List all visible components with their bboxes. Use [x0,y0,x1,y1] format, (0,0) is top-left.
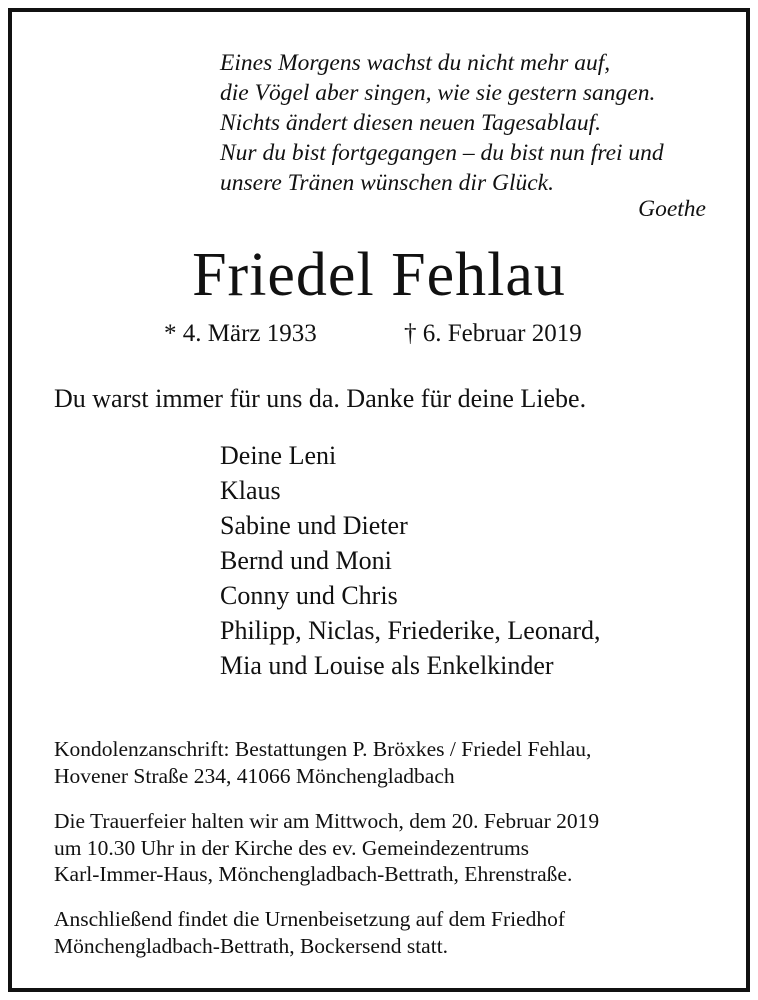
poem-line: die Vögel aber singen, wie sie gestern sangen. [220,80,656,106]
family-member: Mia und Louise als Enkelkinder [220,651,554,680]
family-member: Sabine und Dieter [220,511,408,540]
thanks-message: Du warst immer für uns da. Danke für deine Liebe. [54,384,587,413]
poem-line: Nichts ändert diesen neuen Tagesablauf. [220,110,601,136]
ceremony-info [54,808,744,888]
burial-line: Anschließend findet die Urnenbeisetzung auf dem Friedhof [54,907,566,931]
poem-line: unsere Tränen wünschen dir Glück. [220,170,554,196]
obituary-frame [8,8,750,992]
condolence-line: Hovener Straße 234, 41066 Mönchengladbach [54,763,455,788]
family-member: Conny und Chris [220,581,398,610]
deceased-name: Friedel Fehlau [192,241,566,309]
family-member: Deine Leni [220,441,337,470]
family-member: Bernd und Moni [220,546,392,575]
family-member: Klaus [220,476,281,505]
family-member: Philipp, Niclas, Friederike, Leonard, [220,616,601,645]
ceremony-line: um 10.30 Uhr in der Kirche des ev. Gemeindezentrums [54,835,530,860]
birth-date: * 4. März 1933 [164,320,317,347]
ceremony-line: Karl-Immer-Haus, Mönchengladbach-Bettrath, Ehrenstraße. [54,862,573,886]
poem-line: Nur du bist fortgegangen – du bist nun frei und [220,140,664,166]
poem-author: Goethe [638,196,706,222]
death-date: † 6. Februar 2019 [404,320,582,347]
condolence-address [54,736,744,789]
burial-line: Mönchengladbach-Bettrath, Bockersend statt. [54,933,449,958]
family-list [220,438,601,683]
ceremony-line: Die Trauerfeier halten wir am Mittwoch, dem 20. Februar 2019 [54,809,600,833]
poem-line: Eines Morgens wachst du nicht mehr auf, [220,50,611,76]
condolence-line: Kondolenzanschrift: Bestattungen P. Bröxkes / Friedel Fehlau, [54,737,592,761]
poem [220,48,740,198]
burial-info [54,906,744,959]
